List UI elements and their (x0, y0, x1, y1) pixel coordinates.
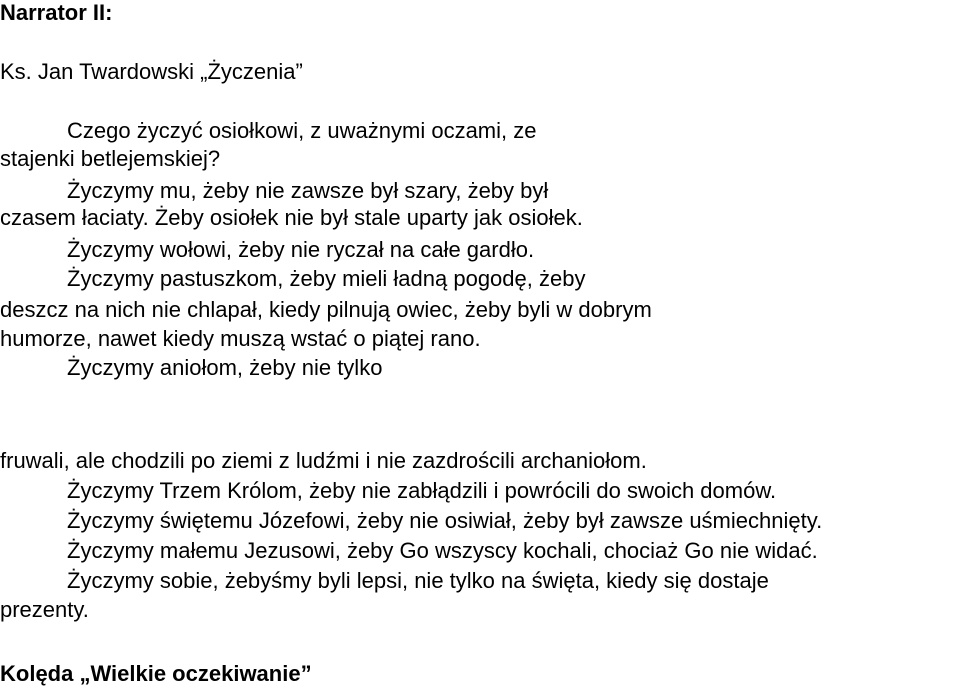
poem-line: Życzymy pastuszkom, żeby mieli ładną pogodę, żeby (67, 266, 586, 291)
poem-line: Życzymy aniołom, żeby nie tylko (67, 355, 383, 380)
poem-line: Życzymy małemu Jezusowi, żeby Go wszyscy kochali, chociaż Go nie widać. (67, 538, 818, 563)
poem-line: Życzymy mu, żeby nie zawsze był szary, żeby był (67, 178, 549, 203)
narrator-heading: Narrator II: (0, 0, 113, 25)
next-song-heading: Kolęda „Wielkie oczekiwanie” (0, 661, 312, 686)
poem-line: deszcz na nich nie chlapał, kiedy pilnują owiec, żeby byli w dobrym (0, 297, 652, 322)
poem-title: Ks. Jan Twardowski „Życzenia” (0, 59, 303, 84)
poem-line: Życzymy sobie, żebyśmy byli lepsi, nie tylko na święta, kiedy się dostaje (67, 568, 769, 593)
poem-line: Życzymy Trzem Królom, żeby nie zabłądzili i powrócili do swoich domów. (67, 478, 777, 503)
poem-line: stajenki betlejemskiej? (0, 146, 221, 171)
poem-line: czasem łaciaty. Żeby osiołek nie był stale uparty jak osiołek. (0, 205, 583, 230)
poem-line: Czego życzyć osiołkowi, z uważnymi oczami, ze (67, 118, 537, 143)
poem-line: fruwali, ale chodzili po ziemi z ludźmi i nie zazdrościli archaniołom. (0, 448, 647, 473)
poem-line: prezenty. (0, 597, 89, 622)
poem-line: humorze, nawet kiedy muszą wstać o piątej rano. (0, 326, 481, 351)
poem-line: Życzymy świętemu Józefowi, żeby nie osiwiał, żeby był zawsze uśmiechnięty. (67, 508, 823, 533)
poem-line: Życzymy wołowi, żeby nie ryczał na całe gardło. (67, 237, 535, 262)
